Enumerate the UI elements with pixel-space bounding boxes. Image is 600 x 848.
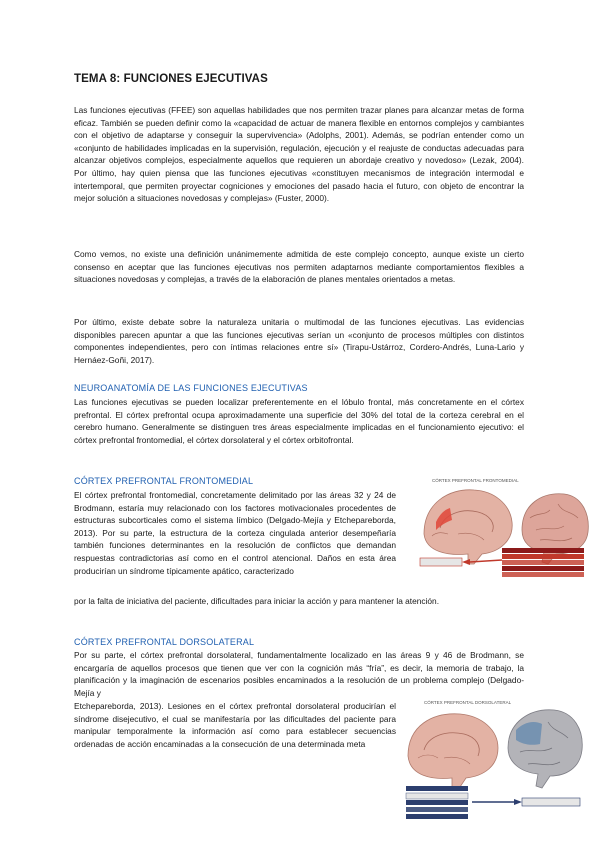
section-heading-neuroanatomy: NEUROANATOMÍA DE LAS FUNCIONES EJECUTIVAS [74,383,308,393]
dorsolateral-paragraph-continued: Etchepareborda, 2013). Lesiones en el córtex prefrontal dorsolateral producirían el síndrome disejecutivo, el cual se manifestaría por las dificultades del paciente para manipular temporalmente la información así como para establecer secuencias ordenadas de acción encaminadas a la consecución de una determinada meta [74,701,396,749]
figure-dorsolateral [402,696,588,826]
section-heading-dorsolateral: CÓRTEX PREFRONTAL DORSOLATERAL [74,637,255,647]
figure-frontomedial [418,474,590,586]
neuroanatomy-paragraph: Las funciones ejecutivas se pueden localizar preferentemente en el lóbulo frontal, más concretamente en el córtex prefrontal. El córtex prefrontal ocupa aproximadamente una superficie del 30% del total de la corteza cerebral en el cerebro humano. Generalmente se distinguen tres áreas especialmente implicadas en el funcionamiento ejecutivo: el córtex prefrontal frontomedial, el córtex dorsolateral y el córtex orbitofrontal. [74,397,524,445]
figure-frontomedial-caption: CÓRTEX PREFRONTAL FRONTOMEDIAL [432,478,519,483]
page-title: TEMA 8: FUNCIONES EJECUTIVAS [74,73,268,85]
debate-paragraph: Por último, existe debate sobre la naturaleza unitaria o multimodal de las funciones ejecutivas. Las evidencias disponibles parecen apuntar a que las funciones ejecutivas serían un «conjunto de procesos múltiples con distintos componentes independientes, pero con íntimas relaciones entre sí» (Tirapu-Ustárroz, Cordero-Andrés, Luna-Lario y Hernáez-Goñi, 2017). [74,317,524,365]
frontomedial-paragraph: El córtex prefrontal frontomedial, concretamente delimitado por las áreas 32 y 24 de Brodmann, estaría muy relacionado con los factores motivacionales procedentes de estructuras subcorticales como el sistema límbico (Delgado-Mejía y Etchepareborda, 2013). Por su parte, la estructura de la corteza cingulada anterior desempeñaría también funciones determinantes en la resolución de conflictos que demandan respuestas contradictorias así como en el control atencional. Daños en esta área producirían un síndrome típicamente apático, caracterizado [74,490,396,576]
consensus-paragraph: Como vemos, no existe una definición unánimemente admitida de este complejo concepto, aunque existe un cierto consenso en aceptar que las funciones ejecutivas nos permiten adaptarnos mediante comportamientos flexibles a situaciones novedosas y complejas, a través de la elaboración de planes mentales orientados a metas. [74,249,524,285]
dorsolateral-paragraph: Por su parte, el córtex prefrontal dorsolateral, fundamentalmente localizado en las áreas 9 y 46 de Brodmann, se encargaría de aquellos procesos que tienen que ver con la cognición más “fría”, es decir, la memoria de trabajo, la planificación y la imaginación de escenarios posibles encaminados a la resolución de un problema complejo (Delgado-Mejía y [74,650,524,698]
intro-paragraph: Las funciones ejecutivas (FFEE) son aquellas habilidades que nos permiten trazar planes para alcanzar metas de forma eficaz. También se pueden definir como la «capacidad de actuar de manera flexible en entornos complejos y cambiantes con el objetivo de adaptarse y conseguir la supervivencia» (Adolphs, 2001). Además, se podrían entender como un «conjunto de habilidades implicadas en la supervisión, regulación, ejecución y el reajuste de conductas adecuadas para alcanzar objetivos complejos, especialmente aquellos que requieren un abordaje creativo y novedoso» (Lezak, 2004). Por último, hay quien piensa que las funciones ejecutivas «constituyen mecanismos de integración intermodal e intertemporal, que permiten proyectar cogniciones y emociones del pasado hacia el futuro, con objeto de encontrar la mejor solución a situaciones novedosas y complejas» (Fuster, 2000). [74,105,524,204]
figure-dorsolateral-caption: CÓRTEX PREFRONTAL DORSOLATERAL [424,700,512,705]
section-heading-frontomedial: CÓRTEX PREFRONTAL FRONTOMEDIAL [74,476,254,486]
frontomedial-paragraph-continued: por la falta de iniciativa del paciente, dificultades para iniciar la acción y para mantener la atención. [74,596,440,606]
